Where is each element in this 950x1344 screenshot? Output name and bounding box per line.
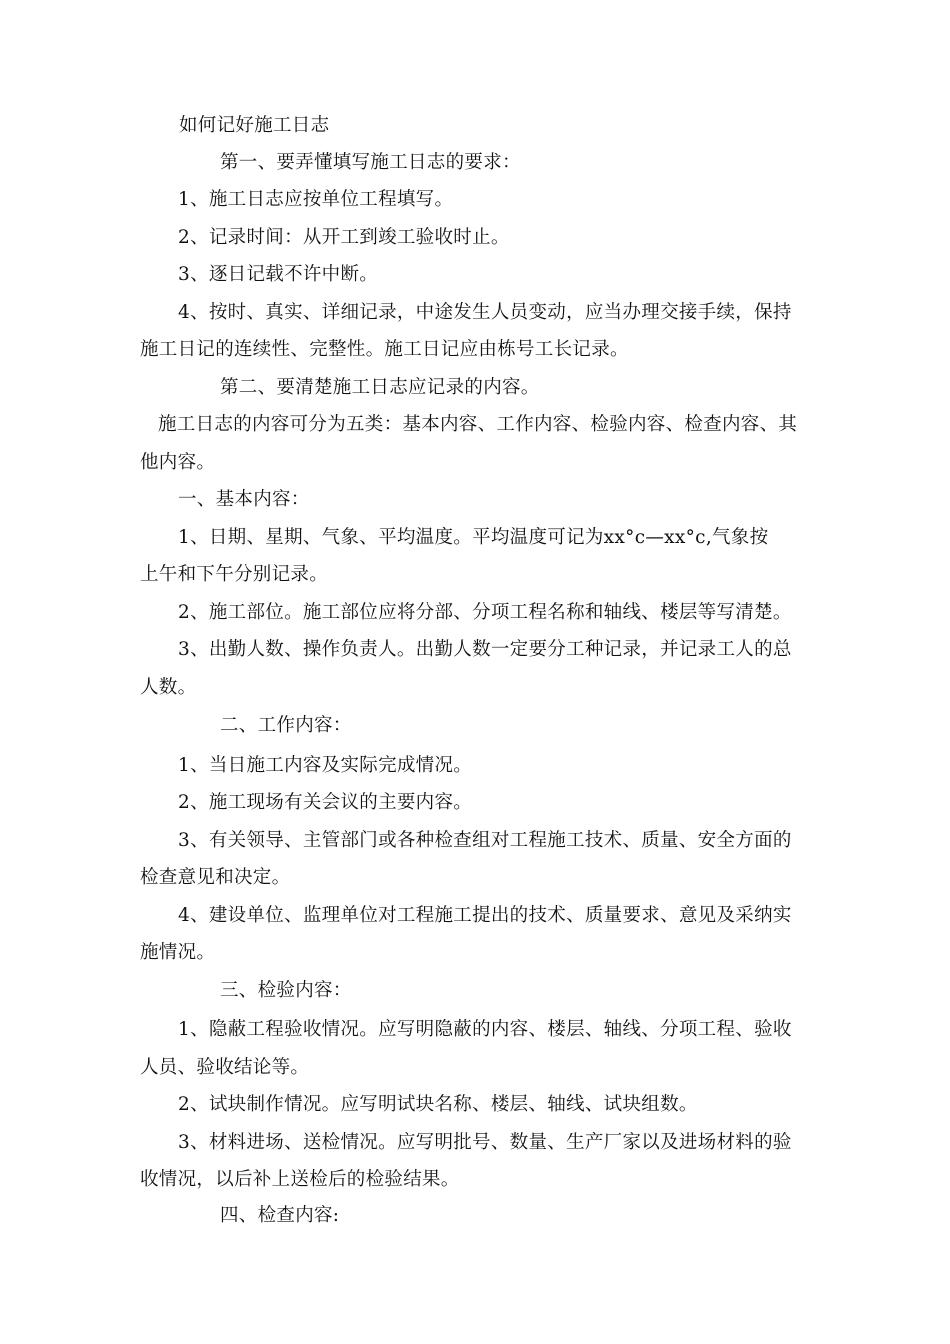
paragraph-line: 检查意见和决定。 — [140, 867, 291, 888]
subsection-heading: 三、检验内容： — [220, 980, 352, 1001]
paragraph-line: 2、记录时间：从开工到竣工验收时止。 — [178, 227, 510, 248]
paragraph-line: 施工日记的连续性、完整性。施工日记应由栋号工长记录。 — [140, 339, 629, 360]
paragraph-line: 1、日期、星期、气象、平均温度。平均温度可记为xx°c—xx°c,气象按 — [178, 527, 769, 548]
paragraph-line: 3、材料进场、送检情况。应写明批号、数量、生产厂家以及进场材料的验 — [178, 1132, 792, 1153]
document-title: 如何记好施工日志 — [179, 115, 330, 136]
subsection-heading: 一、基本内容： — [178, 489, 310, 510]
section-heading: 第二、要清楚施工日志应记录的内容。 — [220, 377, 540, 398]
paragraph-line: 人员、验收结论等。 — [140, 1057, 310, 1078]
paragraph-line: 2、施工部位。施工部位应将分部、分项工程名称和轴线、楼层等写清楚。 — [178, 602, 792, 623]
paragraph-line: 上午和下午分别记录。 — [140, 564, 329, 585]
paragraph-line: 1、当日施工内容及实际完成情况。 — [178, 755, 473, 776]
paragraph-line: 3、逐日记载不许中断。 — [178, 264, 379, 285]
paragraph-line: 3、出勤人数、操作负责人。出勤人数一定要分工种记录，并记录工人的总 — [178, 639, 792, 660]
paragraph-line: 收情况，以后补上送检后的检验结果。 — [140, 1169, 460, 1190]
paragraph-line: 他内容。 — [140, 452, 216, 473]
paragraph-line: 3、有关领导、主管部门或各种检查组对工程施工技术、质量、安全方面的 — [178, 830, 792, 851]
paragraph-line: 人数。 — [140, 677, 197, 698]
paragraph-line: 2、施工现场有关会议的主要内容。 — [178, 792, 473, 813]
paragraph-line: 2、试块制作情况。应写明试块名称、楼层、轴线、试块组数。 — [178, 1094, 698, 1115]
paragraph-line: 4、按时、真实、详细记录，中途发生人员变动，应当办理交接手续，保持 — [178, 302, 792, 323]
section-heading: 第一、要弄懂填写施工日志的要求： — [220, 152, 521, 173]
subsection-heading: 二、工作内容： — [220, 715, 352, 736]
paragraph-line: 施情况。 — [140, 942, 216, 963]
paragraph-line: 4、建设单位、监理单位对工程施工提出的技术、质量要求、意见及采纳实 — [178, 905, 792, 926]
paragraph-line: 施工日志的内容可分为五类：基本内容、工作内容、检验内容、检查内容、其 — [158, 414, 798, 435]
paragraph-line: 1、施工日志应按单位工程填写。 — [178, 189, 454, 210]
paragraph-line: 1、隐蔽工程验收情况。应写明隐蔽的内容、楼层、轴线、分项工程、验收 — [178, 1019, 792, 1040]
subsection-heading: 四、检查内容: — [220, 1205, 340, 1226]
